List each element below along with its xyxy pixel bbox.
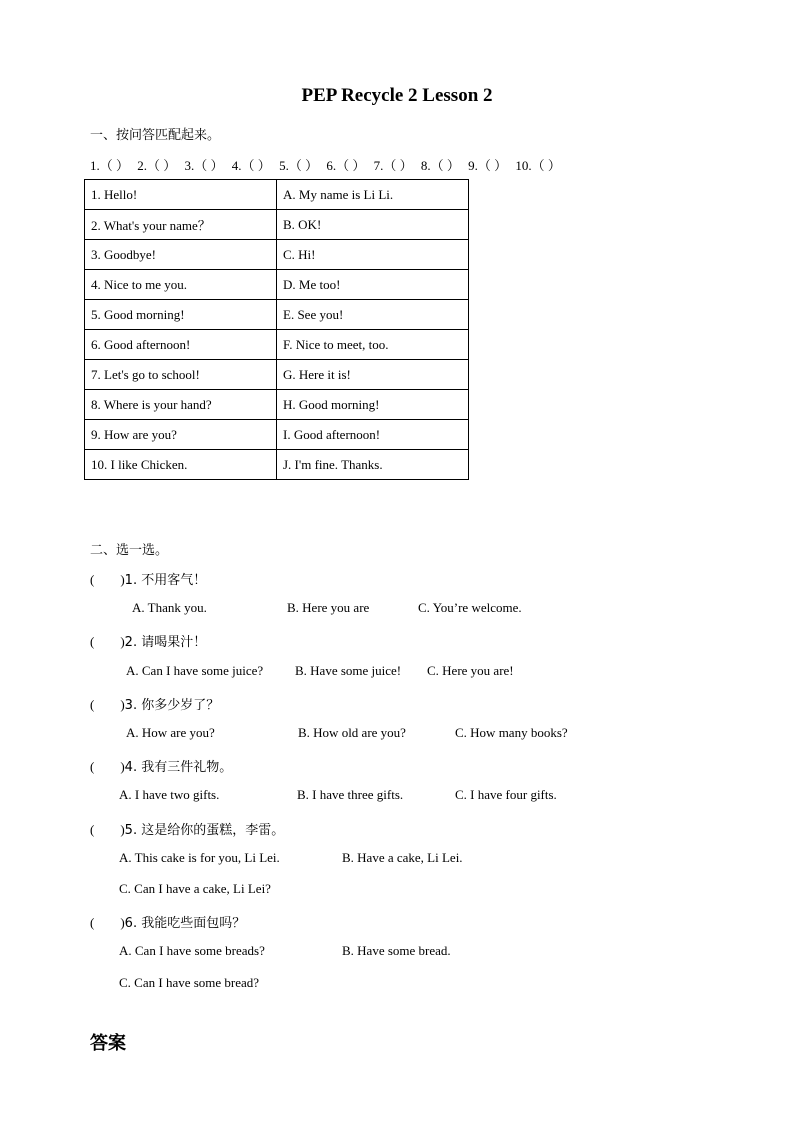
answer-paren[interactable]: ( ): [90, 572, 125, 587]
question-cell: 2. What's your name？: [85, 210, 277, 240]
option-b: B. I have three gifts.: [297, 787, 404, 802]
option-b: B. Have some juice!: [295, 663, 402, 678]
question-cell: 3. Goodbye!: [85, 240, 277, 270]
question-cell: 1. Hello!: [85, 180, 277, 210]
question-4: [90, 756, 232, 775]
answer-paren[interactable]: ( ): [90, 759, 125, 774]
table-row: [85, 360, 469, 390]
section-2-heading: 二、选一选。: [90, 543, 169, 558]
option-b: B. How old are you?: [298, 725, 406, 740]
table-row: [85, 330, 469, 360]
table-row: [85, 240, 469, 270]
option-c: C. Can I have a cake, Li Lei?: [119, 881, 271, 896]
answer-cell: E. See you!: [277, 300, 469, 330]
question-stem: 4. 我有三件礼物。: [124, 760, 233, 775]
blank-9[interactable]: 9.（ ）: [468, 158, 508, 173]
question-cell: 8. Where is your hand?: [85, 390, 277, 420]
table-row: [85, 270, 469, 300]
blank-8[interactable]: 8.（ ）: [420, 158, 460, 173]
question-stem: 1. 不用客气！: [124, 573, 207, 588]
question-stem: 2. 请喝果汁！: [124, 635, 207, 650]
question-2: [90, 631, 206, 650]
table-row: [85, 450, 469, 480]
answer-paren[interactable]: ( ): [90, 697, 125, 712]
answer-cell: J. I'm fine. Thanks.: [277, 450, 469, 480]
option-a: A. This cake is for you, Li Lei.: [119, 850, 280, 865]
page-title: PEP Recycle 2 Lesson 2: [301, 85, 493, 106]
question-cell: 9. How are you?: [85, 420, 277, 450]
question-stem: 3. 你多少岁了？: [124, 698, 220, 713]
answer-paren[interactable]: ( ): [90, 822, 125, 837]
answer-cell: B. OK!: [277, 210, 469, 240]
answer-cell: C. Hi!: [277, 240, 469, 270]
question-cell: 5. Good morning!: [85, 300, 277, 330]
section-1-heading: 一、按问答匹配起来。: [90, 128, 221, 143]
option-a: A. Can I have some breads?: [119, 943, 265, 958]
blank-10[interactable]: 10.（ ）: [515, 158, 561, 173]
answer-heading: 答案: [90, 1033, 126, 1054]
answer-cell: H. Good morning!: [277, 390, 469, 420]
question-stem: 5. 这是给你的蛋糕，李雷。: [124, 823, 285, 838]
answer-blanks: [90, 155, 566, 174]
option-c: C. How many books?: [455, 725, 568, 740]
table-row: [85, 300, 469, 330]
option-a: A. Can I have some juice?: [126, 663, 264, 678]
answer-cell: F. Nice to meet, too.: [277, 330, 469, 360]
answer-cell: G. Here it is!: [277, 360, 469, 390]
option-a: A. I have two gifts.: [119, 787, 220, 802]
question-cell: 7. Let's go to school!: [85, 360, 277, 390]
answer-cell: D. Me too!: [277, 270, 469, 300]
question-5: [90, 819, 284, 838]
blank-3[interactable]: 3.（ ）: [184, 158, 224, 173]
question-1: [90, 569, 206, 588]
question-stem: 6. 我能吃些面包吗？: [124, 916, 246, 931]
blank-4[interactable]: 4.（ ）: [231, 158, 271, 173]
blank-1[interactable]: 1.（ ）: [90, 158, 130, 173]
question-6: [90, 912, 245, 931]
option-c: C. I have four gifts.: [455, 787, 557, 802]
table-row: [85, 390, 469, 420]
option-b: B. Have a cake, Li Lei.: [342, 850, 463, 865]
blank-6[interactable]: 6.（ ）: [326, 158, 366, 173]
option-a: A. Thank you.: [132, 600, 207, 615]
blank-7[interactable]: 7.（ ）: [373, 158, 413, 173]
table-row: [85, 210, 469, 240]
option-c: C. Can I have some bread?: [119, 975, 260, 990]
question-cell: 6. Good afternoon!: [85, 330, 277, 360]
option-c: C. You’re welcome.: [418, 600, 522, 615]
option-b: B. Have some bread.: [342, 943, 451, 958]
question-cell: 10. I like Chicken.: [85, 450, 277, 480]
answer-cell: I. Good afternoon!: [277, 420, 469, 450]
answer-cell: A. My name is Li Li.: [277, 180, 469, 210]
table-row: [85, 180, 469, 210]
answer-paren[interactable]: ( ): [90, 915, 125, 930]
blank-2[interactable]: 2.（ ）: [137, 158, 177, 173]
matching-table: [84, 179, 469, 480]
question-cell: 4. Nice to me you.: [85, 270, 277, 300]
option-c: C. Here you are!: [427, 663, 514, 678]
question-3: [90, 694, 219, 713]
option-b: B. Here you are: [287, 600, 370, 615]
table-row: [85, 420, 469, 450]
answer-paren[interactable]: ( ): [90, 634, 125, 649]
blank-5[interactable]: 5.（ ）: [279, 158, 319, 173]
option-a: A. How are you?: [126, 725, 215, 740]
